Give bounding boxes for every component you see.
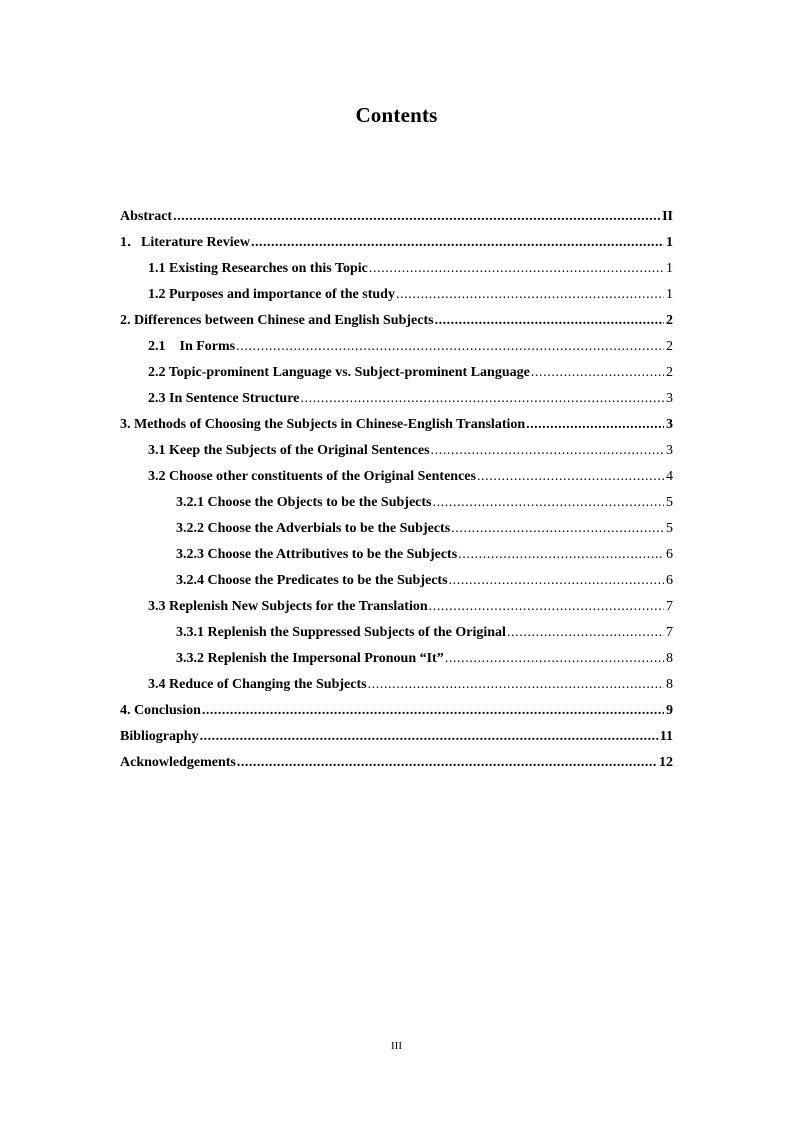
toc-page-number: 12: [659, 755, 673, 770]
toc-entry-methods[interactable]: [120, 412, 673, 438]
toc-entry-choose-constituents[interactable]: [120, 464, 673, 490]
toc-page-number: 8: [666, 651, 673, 666]
toc-entry-label: 3. Methods of Choosing the Subjects in Chinese-English Translation: [120, 417, 526, 432]
toc-dot-leader: [369, 256, 664, 282]
toc-entry-acknowledgements[interactable]: [120, 750, 673, 776]
toc-dot-leader: [449, 568, 664, 594]
toc-page-number: 6: [666, 547, 673, 562]
toc-page-number: 2: [666, 313, 673, 328]
toc-entry-label: 1.1 Existing Researches on this Topic: [148, 261, 368, 276]
toc-page-number: 2: [666, 339, 673, 354]
toc-dot-leader: [431, 438, 664, 464]
toc-entry-replenish-suppressed[interactable]: [120, 620, 673, 646]
page-number-footer: III: [391, 1040, 402, 1052]
toc-entry-conclusion[interactable]: [120, 698, 673, 724]
toc-entry-replenish-it[interactable]: [120, 646, 673, 672]
toc-dot-leader: [300, 386, 664, 412]
toc-dot-leader: [432, 490, 664, 516]
toc-entry-label: 3.3 Replenish New Subjects for the Translation: [148, 599, 428, 614]
toc-dot-leader: [236, 334, 664, 360]
toc-page-number: 5: [666, 521, 673, 536]
table-of-contents: [120, 204, 673, 776]
toc-entry-reduce-changing[interactable]: [120, 672, 673, 698]
toc-page-number: 3: [666, 417, 673, 432]
toc-dot-leader: [507, 620, 664, 646]
toc-entry-sentence-structure[interactable]: [120, 386, 673, 412]
toc-entry-bibliography[interactable]: [120, 724, 673, 750]
toc-entry-choose-objects[interactable]: [120, 490, 673, 516]
toc-page-number: 3: [666, 391, 673, 406]
toc-entry-label: Acknowledgements: [120, 755, 236, 770]
toc-dot-leader: [445, 646, 664, 672]
toc-entry-label: 2.2 Topic-prominent Language vs. Subject-prominent Language: [148, 365, 530, 380]
toc-dot-leader: [200, 724, 658, 750]
toc-page-number: II: [662, 209, 673, 224]
toc-dot-leader: [451, 516, 664, 542]
toc-entry-label: 2.3 In Sentence Structure: [148, 391, 300, 406]
toc-entry-label: 3.2.4 Choose the Predicates to be the Subjects: [176, 573, 448, 588]
toc-dot-leader: [458, 542, 664, 568]
toc-page-number: 5: [666, 495, 673, 510]
toc-page-number: 3: [666, 443, 673, 458]
toc-dot-leader: [396, 282, 664, 308]
toc-dot-leader: [477, 464, 664, 490]
toc-entry-choose-attributives[interactable]: [120, 542, 673, 568]
toc-entry-label: 3.2.2 Choose the Adverbials to be the Subjects: [176, 521, 451, 536]
toc-entry-label: 3.3.2 Replenish the Impersonal Pronoun “It”: [176, 651, 444, 666]
toc-entry-topic-prominent[interactable]: [120, 360, 673, 386]
toc-entry-label: 3.2.3 Choose the Attributives to be the Subjects: [176, 547, 458, 562]
toc-entry-label: 2.1 In Forms: [148, 339, 236, 354]
toc-entry-choose-predicates[interactable]: [120, 568, 673, 594]
toc-page-number: 6: [666, 573, 673, 588]
toc-dot-leader: [429, 594, 664, 620]
toc-entry-choose-adverbials[interactable]: [120, 516, 673, 542]
toc-page-number: 9: [666, 703, 673, 718]
toc-dot-leader: [237, 750, 657, 776]
toc-entry-label: Bibliography: [120, 729, 199, 744]
toc-entry-existing-researches[interactable]: [120, 256, 673, 282]
toc-dot-leader: [531, 360, 664, 386]
toc-page-number: 11: [659, 729, 673, 744]
toc-entry-differences[interactable]: [120, 308, 673, 334]
toc-entry-label: 2. Differences between Chinese and English Subjects: [120, 313, 434, 328]
toc-entry-label: 4. Conclusion: [120, 703, 201, 718]
toc-entry-label: 3.3.1 Replenish the Suppressed Subjects of the Original: [176, 625, 506, 640]
toc-entry-replenish-new-subjects[interactable]: [120, 594, 673, 620]
toc-entry-label: 3.1 Keep the Subjects of the Original Sentences: [148, 443, 430, 458]
toc-page-number: 4: [666, 469, 673, 484]
toc-dot-leader: [173, 204, 660, 230]
toc-page-number: 7: [666, 625, 673, 640]
toc-entry-keep-subjects[interactable]: [120, 438, 673, 464]
toc-dot-leader: [435, 308, 664, 334]
toc-entry-purposes-importance[interactable]: [120, 282, 673, 308]
toc-entry-label: Abstract: [120, 209, 173, 224]
toc-entry-abstract[interactable]: [120, 204, 673, 230]
toc-dot-leader: [526, 412, 664, 438]
toc-page-number: 8: [666, 677, 673, 692]
toc-dot-leader: [251, 230, 664, 256]
toc-dot-leader: [368, 672, 664, 698]
toc-page-number: 1: [666, 287, 673, 302]
toc-page-number: 1: [666, 261, 673, 276]
toc-page-number: 2: [666, 365, 673, 380]
toc-entry-label: 1.2 Purposes and importance of the study: [148, 287, 395, 302]
toc-dot-leader: [202, 698, 664, 724]
toc-entry-label: 1．Literature Review: [120, 235, 250, 250]
page-title: Contents: [355, 103, 438, 127]
toc-entry-label: 3.2.1 Choose the Objects to be the Subjects: [176, 495, 432, 510]
toc-entry-label: 3.4 Reduce of Changing the Subjects: [148, 677, 367, 692]
toc-entry-label: 3.2 Choose other constituents of the Original Sentences: [148, 469, 476, 484]
toc-page-number: 1: [666, 235, 673, 250]
toc-page-number: 7: [666, 599, 673, 614]
toc-entry-literature-review[interactable]: [120, 230, 673, 256]
toc-entry-in-forms[interactable]: [120, 334, 673, 360]
